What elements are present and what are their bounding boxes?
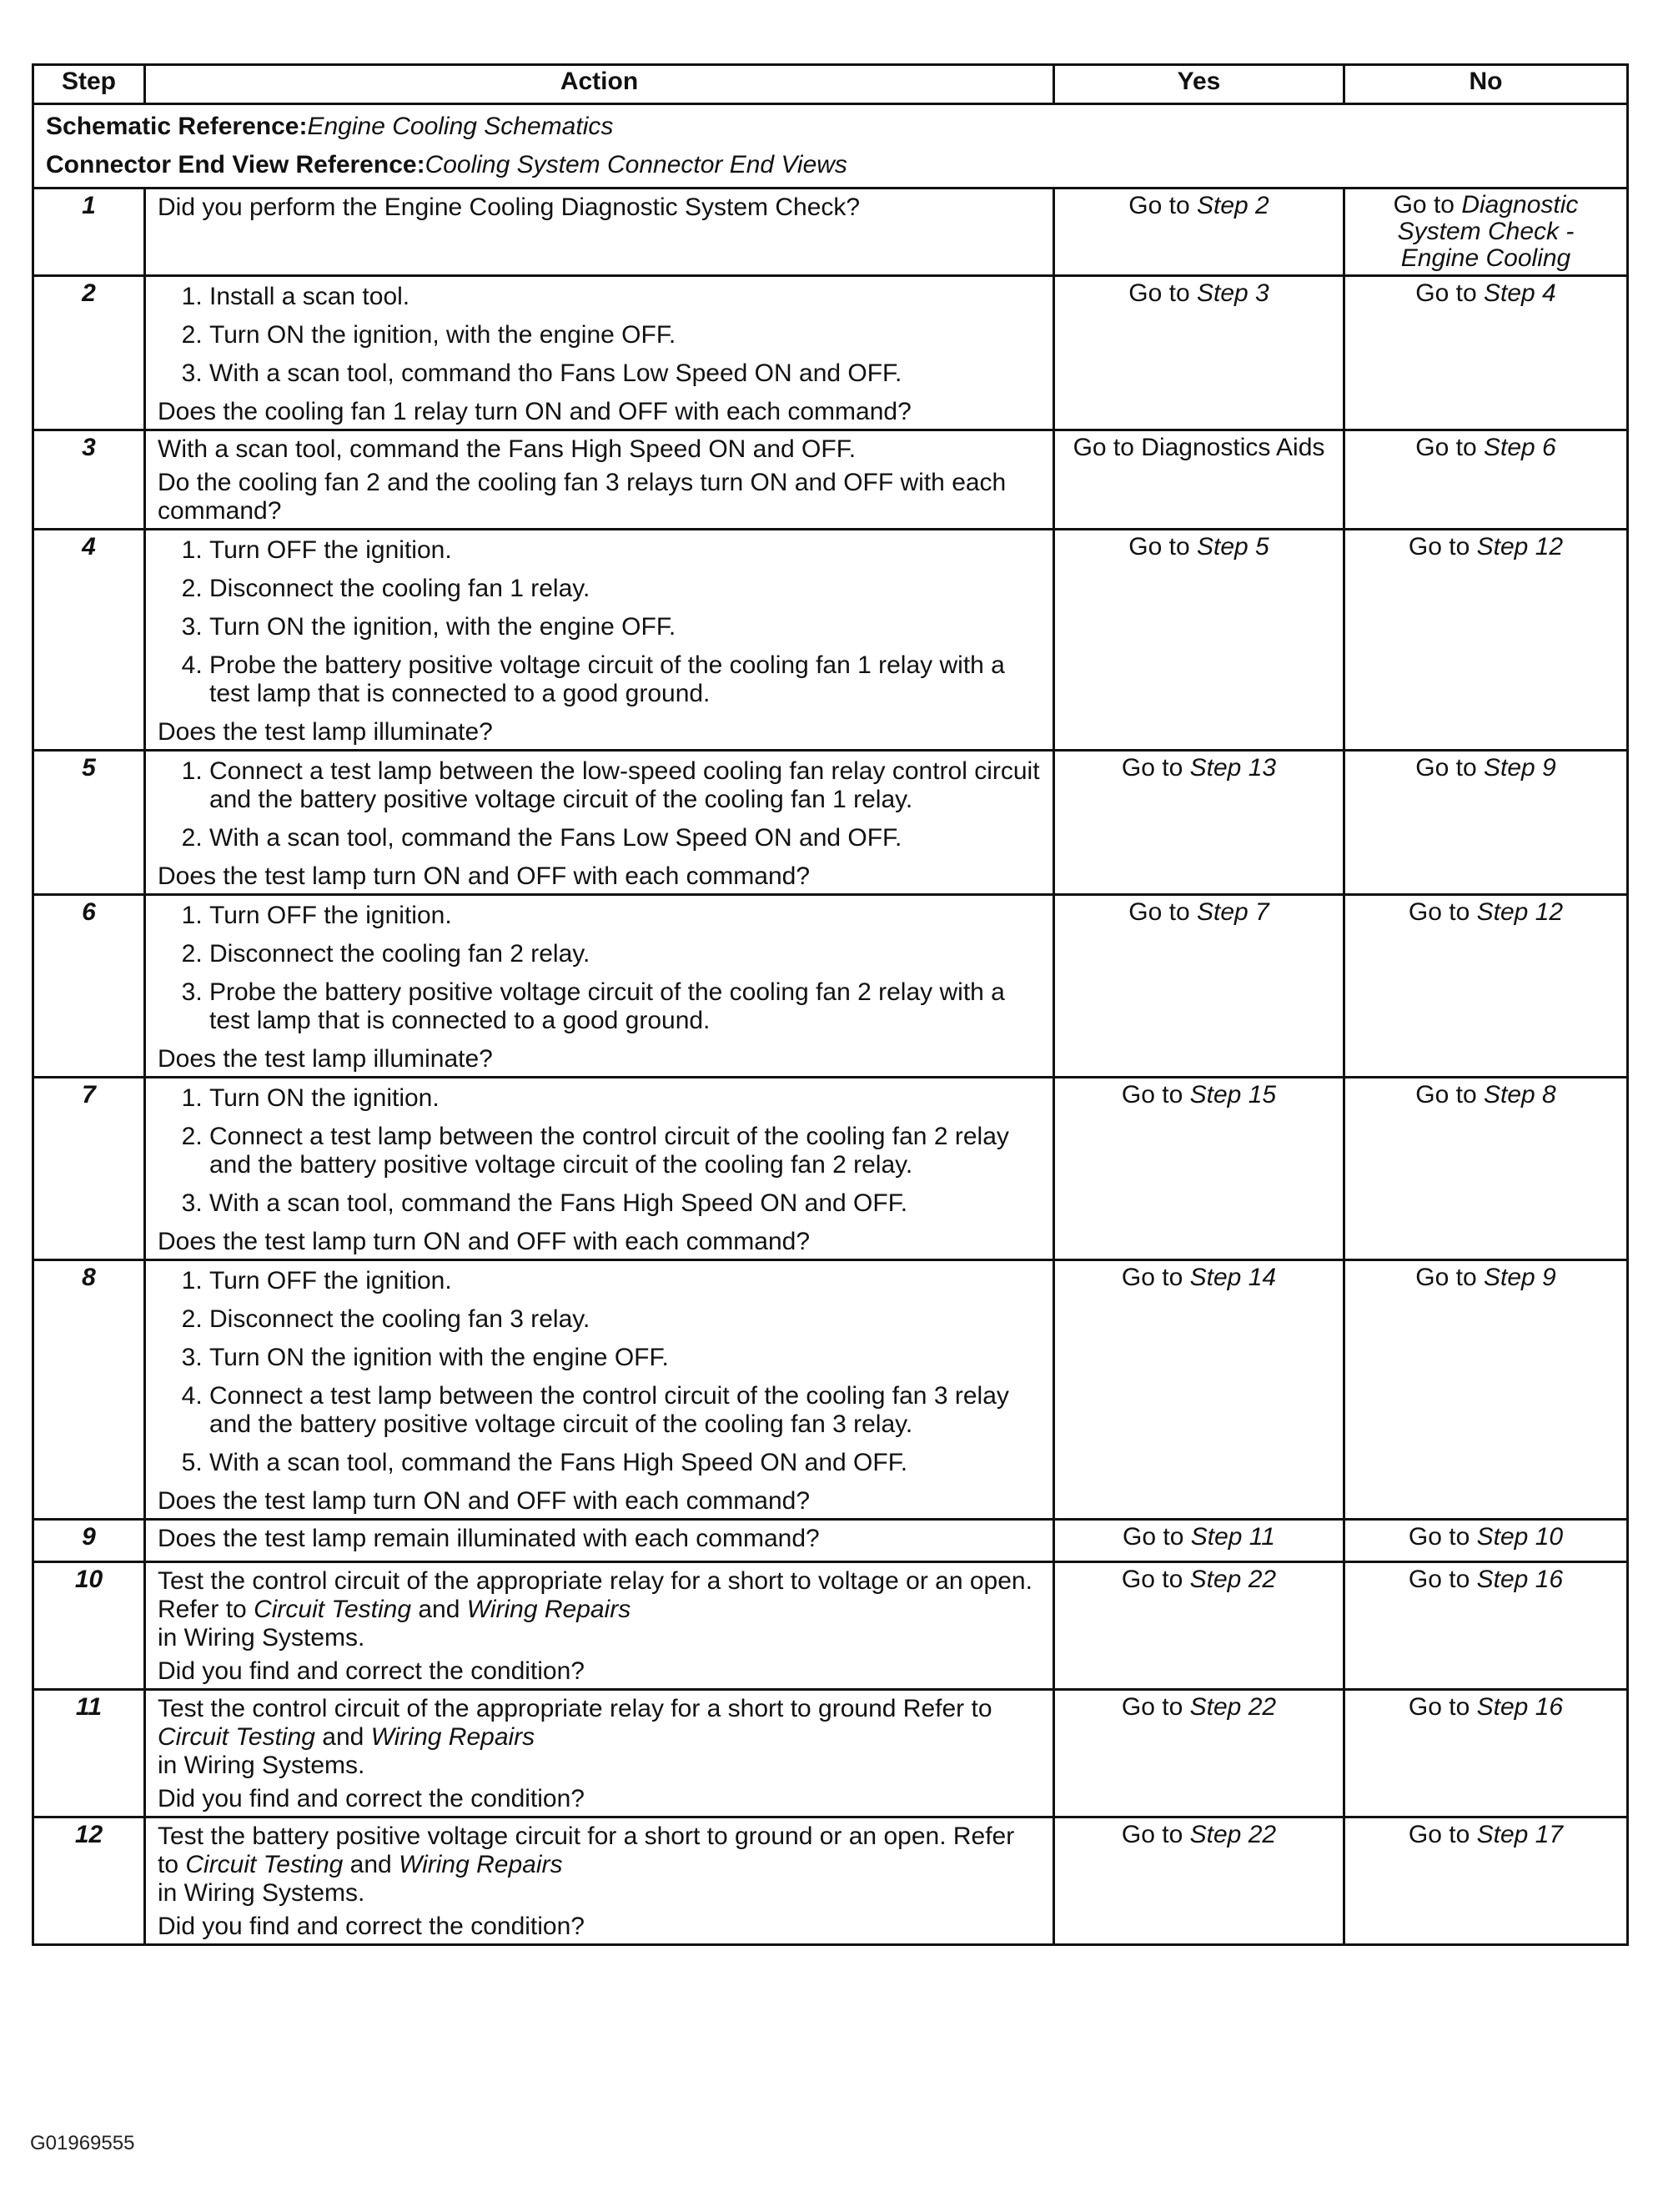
goto-target-link[interactable]: Step 4 xyxy=(1483,279,1556,307)
no-goto[interactable] xyxy=(1357,192,1615,272)
goto-target-link[interactable]: Step 5 xyxy=(1196,533,1269,561)
goto-prefix: Go to xyxy=(1408,1693,1477,1721)
goto-prefix: Go to xyxy=(1123,1523,1191,1551)
goto-target-link[interactable]: Step 12 xyxy=(1476,898,1564,926)
goto-prefix: Go to xyxy=(1121,1264,1190,1291)
step-question: Does the cooling fan 1 relay turn ON and OFF with each command? xyxy=(158,398,912,425)
procedure-item: 3. Turn ON the ignition with the engine OFF. xyxy=(209,1344,1041,1372)
no-goto[interactable] xyxy=(1357,898,1615,927)
goto-prefix: Go to xyxy=(1121,1081,1190,1109)
goto-target-link[interactable]: Step 22 xyxy=(1189,1693,1277,1721)
instruction-conjunction: and xyxy=(314,1723,371,1751)
procedure-item: 1. Turn ON the ignition. xyxy=(209,1084,1041,1113)
yes-goto[interactable] xyxy=(1067,279,1331,308)
step-no-action xyxy=(1344,895,1628,1078)
procedure-item: 2. Disconnect the cooling fan 3 relay. xyxy=(209,1305,1041,1334)
step-yes-action xyxy=(1054,751,1344,895)
step-no-action xyxy=(1344,1078,1628,1260)
no-goto[interactable] xyxy=(1357,1081,1615,1109)
reference-cell xyxy=(33,104,1628,189)
procedure-item: 2. Disconnect the cooling fan 1 relay. xyxy=(209,575,1041,603)
connector-reference xyxy=(46,146,1615,184)
schematic-reference-label: Schematic Reference: xyxy=(46,113,308,140)
goto-prefix: Go to xyxy=(1415,1264,1484,1291)
step-yes-action xyxy=(1054,530,1344,751)
goto-target-link[interactable]: Step 12 xyxy=(1476,533,1564,561)
goto-prefix: Go to xyxy=(1121,1821,1190,1848)
procedure-item: 1. Turn OFF the ignition. xyxy=(209,902,1041,930)
step-number: 8 xyxy=(33,1260,145,1520)
step-no-action xyxy=(1344,276,1628,430)
step-row xyxy=(33,1078,1628,1260)
procedure-item: 3. With a scan tool, command tho Fans Low Speed ON and OFF. xyxy=(209,359,1041,388)
goto-target-link[interactable]: Step 9 xyxy=(1483,754,1556,782)
reference-row xyxy=(33,104,1628,189)
wiring-repairs-link[interactable]: Wiring Repairs xyxy=(466,1596,631,1623)
yes-goto[interactable] xyxy=(1067,1566,1331,1594)
step-yes-action xyxy=(1054,1562,1344,1690)
yes-goto[interactable] xyxy=(1067,754,1331,782)
step-action xyxy=(145,189,1054,276)
step-question: Did you find and correct the condition? xyxy=(158,1913,585,1940)
step-procedure-list xyxy=(158,902,1041,1035)
step-question: Does the test lamp turn ON and OFF with each command? xyxy=(158,862,811,890)
table-header-row xyxy=(33,65,1628,104)
figure-id: G01969555 xyxy=(30,2132,135,2154)
step-number: 1 xyxy=(33,189,145,276)
header-step: Step xyxy=(33,65,145,104)
procedure-item: 2. Disconnect the cooling fan 2 relay. xyxy=(209,940,1041,968)
goto-target-link[interactable]: Step 16 xyxy=(1476,1566,1564,1593)
step-question: Does the test lamp turn ON and OFF with each command? xyxy=(158,1228,811,1255)
step-instruction xyxy=(158,1567,1041,1652)
diagnostic-table xyxy=(32,63,1629,1946)
diagnostic-table-container xyxy=(32,63,1626,1946)
procedure-item: 1. Turn OFF the ignition. xyxy=(209,1267,1041,1295)
step-no-action xyxy=(1344,1520,1628,1562)
goto-target-link[interactable]: Step 7 xyxy=(1196,898,1269,926)
goto-prefix: Go to xyxy=(1128,533,1197,561)
yes-goto[interactable] xyxy=(1067,898,1331,927)
step-number: 3 xyxy=(33,430,145,530)
goto-target-link[interactable]: Step 14 xyxy=(1189,1264,1277,1291)
yes-goto[interactable] xyxy=(1067,434,1331,462)
step-action xyxy=(145,751,1054,895)
goto-prefix: Go to xyxy=(1415,434,1484,461)
instruction-conjunction: and xyxy=(343,1851,399,1878)
step-action xyxy=(145,1520,1054,1562)
step-yes-action xyxy=(1054,189,1344,276)
step-procedure-list xyxy=(158,757,1041,852)
step-number: 4 xyxy=(33,530,145,751)
step-question: Did you find and correct the condition? xyxy=(158,1657,585,1685)
goto-prefix: Go to xyxy=(1415,754,1484,782)
step-action xyxy=(145,895,1054,1078)
step-question: Do the cooling fan 2 and the cooling fan 3 relays turn ON and OFF with each command? xyxy=(158,469,1007,525)
goto-prefix: Go to xyxy=(1121,1566,1190,1593)
goto-prefix: Go to xyxy=(1121,754,1190,782)
no-goto[interactable] xyxy=(1357,1693,1615,1722)
procedure-item: 3. With a scan tool, command the Fans High Speed ON and OFF. xyxy=(209,1189,1041,1218)
step-question: Does the test lamp illuminate? xyxy=(158,718,493,746)
goto-prefix: Go to xyxy=(1408,1566,1477,1593)
goto-target-link[interactable]: Step 17 xyxy=(1476,1821,1564,1848)
procedure-item: 5. With a scan tool, command the Fans High Speed ON and OFF. xyxy=(209,1449,1041,1477)
step-action xyxy=(145,1078,1054,1260)
step-procedure-list xyxy=(158,283,1041,388)
circuit-testing-link[interactable]: Circuit Testing xyxy=(254,1596,412,1623)
no-goto[interactable] xyxy=(1357,533,1615,561)
connector-reference-link[interactable]: Cooling System Connector End Views xyxy=(425,151,847,178)
step-row xyxy=(33,1520,1628,1562)
step-yes-action xyxy=(1054,1078,1344,1260)
goto-target-link[interactable]: Diagnostic System Check - Engine Cooling xyxy=(1397,191,1579,272)
goto-prefix: Go to xyxy=(1415,1081,1484,1109)
step-instruction xyxy=(158,1822,1041,1908)
goto-prefix: Go to xyxy=(1415,279,1484,307)
wiring-repairs-link[interactable]: Wiring Repairs xyxy=(370,1723,535,1751)
step-instruction: With a scan tool, command the Fans High Speed ON and OFF. xyxy=(158,435,857,463)
procedure-item: 2. Turn ON the ignition, with the engine OFF. xyxy=(209,321,1041,349)
goto-target-link[interactable]: Step 10 xyxy=(1476,1523,1564,1551)
step-number: 11 xyxy=(33,1690,145,1817)
header-yes: Yes xyxy=(1054,65,1344,104)
step-no-action xyxy=(1344,1817,1628,1945)
goto-prefix: Go to xyxy=(1408,533,1477,561)
instruction-tail: in Wiring Systems. xyxy=(158,1752,365,1779)
procedure-item: 2. With a scan tool, command the Fans Low Speed ON and OFF. xyxy=(209,824,1041,852)
step-no-action xyxy=(1344,430,1628,530)
procedure-item: 1. Install a scan tool. xyxy=(209,283,1041,311)
yes-goto[interactable] xyxy=(1067,1264,1331,1292)
header-action: Action xyxy=(145,65,1054,104)
step-yes-action xyxy=(1054,1690,1344,1817)
step-no-action xyxy=(1344,530,1628,751)
goto-target-link[interactable]: Step 15 xyxy=(1189,1081,1277,1109)
step-action xyxy=(145,1562,1054,1690)
step-no-action xyxy=(1344,751,1628,895)
yes-goto[interactable] xyxy=(1067,533,1331,561)
goto-target-link[interactable]: Step 13 xyxy=(1189,754,1277,782)
circuit-testing-link[interactable]: Circuit Testing xyxy=(158,1723,315,1751)
step-row xyxy=(33,189,1628,276)
procedure-item: 3. Turn ON the ignition, with the engine OFF. xyxy=(209,613,1041,641)
step-procedure-list xyxy=(158,1084,1041,1218)
yes-goto[interactable] xyxy=(1067,192,1331,220)
step-row xyxy=(33,530,1628,751)
yes-goto[interactable] xyxy=(1067,1693,1331,1722)
no-goto[interactable] xyxy=(1357,1264,1615,1292)
step-action xyxy=(145,530,1054,751)
goto-prefix: Go to xyxy=(1128,192,1197,219)
step-procedure-list xyxy=(158,1267,1041,1477)
step-procedure-list xyxy=(158,536,1041,708)
step-action xyxy=(145,1260,1054,1520)
goto-target-link[interactable]: Step 2 xyxy=(1196,192,1269,219)
goto-prefix: Go to xyxy=(1121,1693,1190,1721)
procedure-item: 4. Probe the battery positive voltage circuit of the cooling fan 1 relay with a test lamp that is connected to a good ground. xyxy=(209,651,1041,708)
step-row xyxy=(33,1260,1628,1520)
procedure-item: 1. Turn OFF the ignition. xyxy=(209,536,1041,565)
step-row xyxy=(33,751,1628,895)
yes-goto[interactable] xyxy=(1067,1821,1331,1849)
goto-prefix: Go to xyxy=(1408,1821,1477,1848)
step-row xyxy=(33,1817,1628,1945)
step-no-action xyxy=(1344,1690,1628,1817)
step-number: 9 xyxy=(33,1520,145,1562)
procedure-item: 4. Connect a test lamp between the control circuit of the cooling fan 3 relay and the battery positive voltage circuit of the cooling fan 3 relay. xyxy=(209,1382,1041,1439)
goto-prefix: Go to xyxy=(1393,191,1462,219)
step-yes-action xyxy=(1054,430,1344,530)
step-number: 6 xyxy=(33,895,145,1078)
step-row xyxy=(33,430,1628,530)
no-goto[interactable] xyxy=(1357,754,1615,782)
procedure-item: 2. Connect a test lamp between the control circuit of the cooling fan 2 relay and the battery positive voltage circuit of the cooling fan 2 relay. xyxy=(209,1123,1041,1179)
goto-target-link[interactable]: Step 22 xyxy=(1189,1821,1277,1848)
step-instruction: Does the test lamp remain illuminated with each command? xyxy=(158,1525,820,1552)
step-row xyxy=(33,276,1628,430)
goto-target-link[interactable]: Step 16 xyxy=(1476,1693,1564,1721)
schematic-reference xyxy=(46,108,1615,146)
step-yes-action xyxy=(1054,1260,1344,1520)
step-yes-action xyxy=(1054,895,1344,1078)
step-action xyxy=(145,1690,1054,1817)
goto-target-link[interactable]: Step 6 xyxy=(1483,434,1556,461)
step-no-action xyxy=(1344,1562,1628,1690)
step-row xyxy=(33,1690,1628,1817)
circuit-testing-link[interactable]: Circuit Testing xyxy=(185,1851,344,1878)
goto-target-link[interactable]: Step 9 xyxy=(1483,1264,1556,1291)
goto-prefix: Go to Diagnostics Aids xyxy=(1073,434,1325,461)
step-instruction xyxy=(158,1695,1041,1780)
step-number: 7 xyxy=(33,1078,145,1260)
no-goto[interactable] xyxy=(1357,434,1615,462)
no-goto[interactable] xyxy=(1357,279,1615,308)
goto-target-link[interactable]: Step 3 xyxy=(1196,279,1269,307)
step-no-action xyxy=(1344,189,1628,276)
step-yes-action xyxy=(1054,1817,1344,1945)
wiring-repairs-link[interactable]: Wiring Repairs xyxy=(399,1851,563,1878)
instruction-conjunction: and xyxy=(411,1596,467,1623)
step-number: 5 xyxy=(33,751,145,895)
goto-target-link[interactable]: Step 11 xyxy=(1190,1523,1275,1551)
goto-prefix: Go to xyxy=(1408,898,1477,926)
step-action xyxy=(145,276,1054,430)
instruction-tail: in Wiring Systems. xyxy=(158,1624,365,1651)
yes-goto[interactable] xyxy=(1067,1523,1331,1551)
goto-prefix: Go to xyxy=(1128,898,1197,926)
no-goto[interactable] xyxy=(1357,1821,1615,1849)
instruction-tail: in Wiring Systems. xyxy=(158,1879,365,1907)
procedure-item: 3. Probe the battery positive voltage circuit of the cooling fan 2 relay with a test lamp that is connected to a good ground. xyxy=(209,978,1041,1035)
step-row xyxy=(33,1562,1628,1690)
step-row xyxy=(33,895,1628,1078)
step-yes-action xyxy=(1054,1520,1344,1562)
goto-target-link[interactable]: Step 8 xyxy=(1483,1081,1556,1109)
schematic-reference-link[interactable]: Engine Cooling Schematics xyxy=(307,113,614,140)
step-number: 2 xyxy=(33,276,145,430)
goto-target-link[interactable]: Step 22 xyxy=(1189,1566,1277,1593)
step-question: Did you find and correct the condition? xyxy=(158,1785,585,1812)
step-no-action xyxy=(1344,1260,1628,1520)
connector-reference-label: Connector End View Reference: xyxy=(46,151,425,178)
step-question: Does the test lamp illuminate? xyxy=(158,1045,493,1073)
instruction-text: Test the control circuit of the appropriate relay for a short to voltage or an open. Refer to xyxy=(158,1567,1032,1623)
step-number: 12 xyxy=(33,1817,145,1945)
no-goto[interactable] xyxy=(1357,1566,1615,1594)
instruction-text: Test the control circuit of the appropriate relay for a short to ground Refer to xyxy=(158,1695,992,1722)
header-no: No xyxy=(1344,65,1628,104)
goto-prefix: Go to xyxy=(1408,1523,1477,1551)
step-number: 10 xyxy=(33,1562,145,1690)
procedure-item: 1. Connect a test lamp between the low-speed cooling fan relay control circuit and the battery positive voltage circuit of the cooling fan 1 relay. xyxy=(209,757,1041,814)
step-action xyxy=(145,1817,1054,1945)
instruction-text: Test the battery positive voltage circuit for a short to ground or an open. Refer to xyxy=(158,1822,1015,1878)
step-question: Does the test lamp turn ON and OFF with each command? xyxy=(158,1487,811,1515)
goto-prefix: Go to xyxy=(1128,279,1197,307)
yes-goto[interactable] xyxy=(1067,1081,1331,1109)
no-goto[interactable] xyxy=(1357,1523,1615,1551)
step-action xyxy=(145,430,1054,530)
step-instruction: Did you perform the Engine Cooling Diagnostic System Check? xyxy=(158,194,861,221)
step-yes-action xyxy=(1054,276,1344,430)
